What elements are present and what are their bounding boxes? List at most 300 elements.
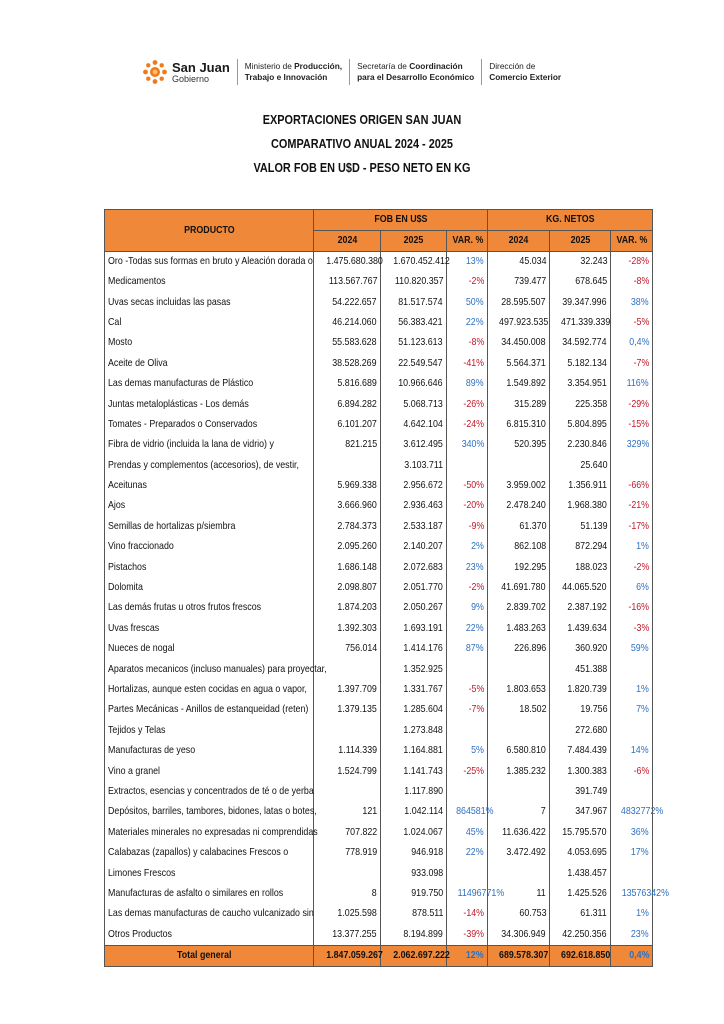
- fob-variation: [447, 863, 488, 883]
- table-row: [105, 292, 653, 312]
- fob-2025: 933.098: [381, 863, 447, 883]
- kg-2024: 226.896: [488, 639, 550, 659]
- fob-variation: -7%: [447, 700, 488, 720]
- col-header-fob-2024: 2024: [314, 231, 381, 252]
- table-row: [105, 884, 653, 904]
- kg-2024: 192.295: [488, 557, 550, 577]
- brand-sub: Gobierno: [172, 73, 210, 84]
- table-row: [105, 639, 653, 659]
- kg-variation: [611, 659, 653, 679]
- kg-2025: 471.339.339: [550, 313, 611, 333]
- fob-variation: 864581%: [447, 802, 488, 822]
- secretariat-line1a: Secretaría de: [357, 61, 410, 71]
- kg-2024: 61.370: [488, 517, 550, 537]
- fob-2024: 1.874.203: [314, 598, 381, 618]
- kg-2025: 692.618.850: [550, 945, 611, 966]
- kg-2025: 1.425.526: [550, 884, 611, 904]
- kg-variation: 59%: [611, 639, 653, 659]
- product-name: Tomates - Preparados o Conservados: [105, 415, 314, 435]
- kg-2025: 15.795.570: [550, 823, 611, 843]
- fob-2024: 2.784.373: [314, 517, 381, 537]
- kg-variation: 14%: [611, 741, 653, 761]
- product-name: Las demas manufacturas de Plástico: [105, 374, 314, 394]
- ministry-line1a: Ministerio de: [244, 61, 295, 71]
- fob-2025: 1.164.881: [381, 741, 447, 761]
- fob-2024: 707.822: [314, 823, 381, 843]
- product-name: Calabazas (zapallos) y calabacines Frescos o: [105, 843, 314, 863]
- brand-text: [172, 61, 230, 84]
- total-row: [105, 945, 653, 966]
- table-row: [105, 272, 653, 292]
- title-line-2: COMPARATIVO ANUAL 2024 - 2025: [271, 136, 453, 151]
- fob-variation: -2%: [447, 578, 488, 598]
- fob-variation: 9%: [447, 598, 488, 618]
- fob-2024: 13.377.255: [314, 925, 381, 946]
- kg-2025: 1.438.457: [550, 863, 611, 883]
- table-row: [105, 782, 653, 802]
- fob-2025: 22.549.547: [381, 354, 447, 374]
- kg-variation: -7%: [611, 354, 653, 374]
- document-header: [142, 56, 561, 88]
- kg-2024: 6.580.810: [488, 741, 550, 761]
- kg-variation: 17%: [611, 843, 653, 863]
- product-name: Vino a granel: [105, 761, 314, 781]
- fob-variation: 5%: [447, 741, 488, 761]
- fob-variation: 89%: [447, 374, 488, 394]
- kg-2025: 225.358: [550, 394, 611, 414]
- product-name: Semillas de hortalizas p/siembra: [105, 517, 314, 537]
- product-name: Hortalizas, aunque esten cocidas en agua o vapor,: [105, 680, 314, 700]
- kg-2024: 2.478.240: [488, 496, 550, 516]
- kg-variation: 36%: [611, 823, 653, 843]
- fob-variation: 50%: [447, 292, 488, 312]
- fob-2025: 81.517.574: [381, 292, 447, 312]
- table-row: [105, 456, 653, 476]
- col-header-kg-var: VAR. %: [611, 231, 653, 252]
- fob-variation: -26%: [447, 394, 488, 414]
- fob-variation: -41%: [447, 354, 488, 374]
- kg-2024: 3.959.002: [488, 476, 550, 496]
- fob-2024: 113.567.767: [314, 272, 381, 292]
- kg-2025: 34.592.774: [550, 333, 611, 353]
- fob-variation: -20%: [447, 496, 488, 516]
- fob-2025: 1.414.176: [381, 639, 447, 659]
- kg-2025: 1.356.911: [550, 476, 611, 496]
- col-header-fob-2025: 2025: [381, 231, 447, 252]
- table-row: [105, 823, 653, 843]
- kg-2024: 520.395: [488, 435, 550, 455]
- table-row: [105, 313, 653, 333]
- kg-variation: 0,4%: [611, 333, 653, 353]
- kg-2024: [488, 863, 550, 883]
- fob-2025: 51.123.613: [381, 333, 447, 353]
- product-name: Depósitos, barriles, tambores, bidones, latas o botes,: [105, 802, 314, 822]
- fob-2025: 3.103.711: [381, 456, 447, 476]
- kg-2024: 11: [488, 884, 550, 904]
- fob-2024: 821.215: [314, 435, 381, 455]
- fob-2024: 54.222.657: [314, 292, 381, 312]
- document-titles: [0, 108, 724, 180]
- kg-2025: 1.820.739: [550, 680, 611, 700]
- table-row: [105, 354, 653, 374]
- fob-2025: 946.918: [381, 843, 447, 863]
- kg-2024: 689.578.307: [488, 945, 550, 966]
- fob-variation: -9%: [447, 517, 488, 537]
- fob-2024: 8: [314, 884, 381, 904]
- kg-2025: 272.680: [550, 721, 611, 741]
- fob-variation: 13%: [447, 252, 488, 273]
- product-name: Total general: [105, 945, 314, 966]
- kg-2025: 44.065.520: [550, 578, 611, 598]
- table-row: [105, 415, 653, 435]
- product-name: Uvas secas incluidas las pasas: [105, 292, 314, 312]
- product-name: Prendas y complementos (accesorios), de vestir,: [105, 456, 314, 476]
- fob-2024: 46.214.060: [314, 313, 381, 333]
- kg-2025: 2.387.192: [550, 598, 611, 618]
- kg-2024: 1.483.263: [488, 619, 550, 639]
- fob-2024: 1.114.339: [314, 741, 381, 761]
- fob-variation: 22%: [447, 313, 488, 333]
- fob-2024: 1.025.598: [314, 904, 381, 924]
- fob-2025: 2.956.672: [381, 476, 447, 496]
- fob-variation: 23%: [447, 557, 488, 577]
- kg-2025: 2.230.846: [550, 435, 611, 455]
- fob-variation: -14%: [447, 904, 488, 924]
- fob-2025: 1.042.114: [381, 802, 447, 822]
- kg-2024: 7: [488, 802, 550, 822]
- fob-2025: 8.194.899: [381, 925, 447, 946]
- kg-2024: 3.472.492: [488, 843, 550, 863]
- fob-variation: [447, 659, 488, 679]
- kg-2024: [488, 659, 550, 679]
- kg-2024: 862.108: [488, 537, 550, 557]
- product-name: Aparatos mecanicos (incluso manuales) para proyectar,: [105, 659, 314, 679]
- kg-variation: -28%: [611, 252, 653, 273]
- product-name: Manufacturas de yeso: [105, 741, 314, 761]
- table-row: [105, 863, 653, 883]
- kg-2024: 1.803.653: [488, 680, 550, 700]
- kg-2025: 451.388: [550, 659, 611, 679]
- table-row: [105, 435, 653, 455]
- product-name: Vino fraccionado: [105, 537, 314, 557]
- table-row: [105, 394, 653, 414]
- fob-2025: 4.642.104: [381, 415, 447, 435]
- product-name: Ajos: [105, 496, 314, 516]
- san-juan-logo: [142, 59, 230, 85]
- product-name: Manufacturas de asfalto o similares en rollos: [105, 884, 314, 904]
- header-divider: [481, 59, 482, 85]
- fob-2024: 121: [314, 802, 381, 822]
- product-name: Aceite de Oliva: [105, 354, 314, 374]
- fob-2024: 756.014: [314, 639, 381, 659]
- fob-2025: 1.670.452.412: [381, 252, 447, 273]
- product-name: Juntas metaloplásticas - Los demás: [105, 394, 314, 414]
- kg-2024: 41.691.780: [488, 578, 550, 598]
- col-header-producto: PRODUCTO: [105, 210, 314, 252]
- table-row: [105, 700, 653, 720]
- kg-variation: 329%: [611, 435, 653, 455]
- table-row: [105, 252, 653, 273]
- kg-2025: 1.439.634: [550, 619, 611, 639]
- fob-variation: -25%: [447, 761, 488, 781]
- fob-variation: 11496771%: [447, 884, 488, 904]
- fob-2025: 1.273.848: [381, 721, 447, 741]
- fob-2025: 1.352.925: [381, 659, 447, 679]
- secretariat-line2: para el Desarrollo Económico: [357, 72, 475, 82]
- product-name: Mosto: [105, 333, 314, 353]
- kg-2025: 19.756: [550, 700, 611, 720]
- product-name: Medicamentos: [105, 272, 314, 292]
- fob-2025: 1.117.890: [381, 782, 447, 802]
- kg-2024: 34.306.949: [488, 925, 550, 946]
- kg-variation: 1%: [611, 904, 653, 924]
- col-header-fob-var: VAR. %: [447, 231, 488, 252]
- fob-2024: 5.816.689: [314, 374, 381, 394]
- product-name: Uvas frescas: [105, 619, 314, 639]
- kg-variation: 4832772%: [611, 802, 653, 822]
- fob-variation: -2%: [447, 272, 488, 292]
- fob-2024: 55.583.628: [314, 333, 381, 353]
- fob-2024: 1.379.135: [314, 700, 381, 720]
- fob-2024: 5.969.338: [314, 476, 381, 496]
- kg-variation: [611, 863, 653, 883]
- fob-2024: 2.095.260: [314, 537, 381, 557]
- kg-variation: 116%: [611, 374, 653, 394]
- kg-variation: -6%: [611, 761, 653, 781]
- table-row: [105, 721, 653, 741]
- kg-variation: 7%: [611, 700, 653, 720]
- table-row: [105, 761, 653, 781]
- product-name: Fibra de vidrio (incluida la lana de vidrio) y: [105, 435, 314, 455]
- fob-2025: 2.936.463: [381, 496, 447, 516]
- kg-2025: 61.311: [550, 904, 611, 924]
- kg-variation: 0,4%: [611, 945, 653, 966]
- table-row: [105, 843, 653, 863]
- fob-2024: [314, 782, 381, 802]
- table-row: [105, 802, 653, 822]
- kg-variation: [611, 456, 653, 476]
- fob-2024: 778.919: [314, 843, 381, 863]
- kg-2024: 6.815.310: [488, 415, 550, 435]
- fob-2024: 3.666.960: [314, 496, 381, 516]
- fob-2024: 6.101.207: [314, 415, 381, 435]
- kg-variation: -17%: [611, 517, 653, 537]
- fob-variation: [447, 721, 488, 741]
- kg-2025: 7.484.439: [550, 741, 611, 761]
- fob-2025: 919.750: [381, 884, 447, 904]
- product-name: Nueces de nogal: [105, 639, 314, 659]
- kg-variation: -29%: [611, 394, 653, 414]
- header-divider: [349, 59, 350, 85]
- col-header-fob: FOB EN U$S: [314, 210, 488, 231]
- kg-2024: 497.923.535: [488, 313, 550, 333]
- fob-2025: 1.693.191: [381, 619, 447, 639]
- kg-variation: -66%: [611, 476, 653, 496]
- product-name: Materiales minerales no expresadas ni comprendidas: [105, 823, 314, 843]
- kg-variation: 13576342%: [611, 884, 653, 904]
- table-row: [105, 374, 653, 394]
- kg-2024: 34.450.008: [488, 333, 550, 353]
- kg-variation: 6%: [611, 578, 653, 598]
- kg-variation: 23%: [611, 925, 653, 946]
- fob-variation: 340%: [447, 435, 488, 455]
- fob-2025: 2.062.697.222: [381, 945, 447, 966]
- kg-variation: -2%: [611, 557, 653, 577]
- product-name: Otros Productos: [105, 925, 314, 946]
- direction-name: [489, 61, 561, 83]
- table-row: [105, 741, 653, 761]
- col-header-kg-2024: 2024: [488, 231, 550, 252]
- title-line-1: EXPORTACIONES ORIGEN SAN JUAN: [262, 112, 462, 127]
- table-body: [105, 252, 669, 967]
- fob-2024: 1.686.148: [314, 557, 381, 577]
- kg-2025: 4.053.695: [550, 843, 611, 863]
- fob-variation: -5%: [447, 680, 488, 700]
- fob-variation: [447, 782, 488, 802]
- kg-variation: -8%: [611, 272, 653, 292]
- brand-name: San Juan: [172, 59, 230, 75]
- kg-2025: 39.347.996: [550, 292, 611, 312]
- fob-variation: 22%: [447, 619, 488, 639]
- product-name: Las demas manufacturas de caucho vulcanizado sin: [105, 904, 314, 924]
- product-name: Cal: [105, 313, 314, 333]
- title-line-3: VALOR FOB EN U$D - PESO NETO EN KG: [253, 160, 471, 175]
- product-name: Las demás frutas u otros frutos frescos: [105, 598, 314, 618]
- kg-variation: -5%: [611, 313, 653, 333]
- fob-variation: 12%: [447, 945, 488, 966]
- col-header-kg-2025: 2025: [550, 231, 611, 252]
- product-name: Dolomita: [105, 578, 314, 598]
- kg-2024: 315.289: [488, 394, 550, 414]
- table-row: [105, 925, 653, 946]
- fob-2024: 1.475.680.380: [314, 252, 381, 273]
- secretariat-name: [357, 61, 474, 83]
- secretariat-line1b: Coordinación: [409, 61, 463, 71]
- product-name: Limones Frescos: [105, 863, 314, 883]
- table-row: [105, 659, 653, 679]
- kg-variation: [611, 782, 653, 802]
- product-name: Tejidos y Telas: [105, 721, 314, 741]
- fob-2025: 2.072.683: [381, 557, 447, 577]
- fob-2025: 878.511: [381, 904, 447, 924]
- kg-2025: 1.968.380: [550, 496, 611, 516]
- fob-2025: 2.050.267: [381, 598, 447, 618]
- kg-2025: 25.640: [550, 456, 611, 476]
- kg-variation: [611, 721, 653, 741]
- kg-2025: 1.300.383: [550, 761, 611, 781]
- table-row: [105, 496, 653, 516]
- kg-2025: 188.023: [550, 557, 611, 577]
- kg-2024: [488, 721, 550, 741]
- kg-2024: [488, 782, 550, 802]
- kg-2024: 739.477: [488, 272, 550, 292]
- direction-line2: Comercio Exterior: [489, 72, 562, 82]
- fob-2025: 2.533.187: [381, 517, 447, 537]
- table-row: [105, 619, 653, 639]
- kg-variation: -21%: [611, 496, 653, 516]
- fob-2024: 38.528.269: [314, 354, 381, 374]
- kg-2025: 3.354.951: [550, 374, 611, 394]
- product-name: Pistachos: [105, 557, 314, 577]
- fob-variation: 22%: [447, 843, 488, 863]
- kg-variation: -16%: [611, 598, 653, 618]
- fob-variation: -50%: [447, 476, 488, 496]
- fob-2024: 1.847.059.267: [314, 945, 381, 966]
- fob-2024: 6.894.282: [314, 394, 381, 414]
- kg-2024: 2.839.702: [488, 598, 550, 618]
- table-row: [105, 904, 653, 924]
- direction-line1: Dirección de: [489, 61, 536, 71]
- kg-2025: 5.182.134: [550, 354, 611, 374]
- kg-2024: 45.034: [488, 252, 550, 273]
- fob-2025: 2.051.770: [381, 578, 447, 598]
- fob-2024: 1.397.709: [314, 680, 381, 700]
- kg-2024: [488, 456, 550, 476]
- sun-icon: [142, 59, 168, 85]
- fob-2024: 2.098.807: [314, 578, 381, 598]
- fob-2025: 1.141.743: [381, 761, 447, 781]
- fob-2025: 110.820.357: [381, 272, 447, 292]
- fob-variation: 45%: [447, 823, 488, 843]
- col-header-kg: KG. NETOS: [488, 210, 653, 231]
- fob-2024: [314, 456, 381, 476]
- ministry-name: [245, 61, 342, 83]
- kg-2025: 42.250.356: [550, 925, 611, 946]
- table-row: [105, 476, 653, 496]
- kg-2025: 347.967: [550, 802, 611, 822]
- kg-2025: 678.645: [550, 272, 611, 292]
- fob-2024: [314, 721, 381, 741]
- product-name: Partes Mecánicas - Anillos de estanqueidad (reten): [105, 700, 314, 720]
- fob-variation: 2%: [447, 537, 488, 557]
- kg-2024: 1.549.892: [488, 374, 550, 394]
- kg-2025: 872.294: [550, 537, 611, 557]
- fob-variation: [447, 456, 488, 476]
- kg-variation: -3%: [611, 619, 653, 639]
- fob-2024: [314, 863, 381, 883]
- kg-variation: 1%: [611, 680, 653, 700]
- fob-2025: 5.068.713: [381, 394, 447, 414]
- kg-2025: 51.139: [550, 517, 611, 537]
- kg-variation: 1%: [611, 537, 653, 557]
- fob-2025: 56.383.421: [381, 313, 447, 333]
- kg-2025: 360.920: [550, 639, 611, 659]
- kg-2024: 18.502: [488, 700, 550, 720]
- kg-variation: 38%: [611, 292, 653, 312]
- table-row: [105, 578, 653, 598]
- kg-2024: 1.385.232: [488, 761, 550, 781]
- product-name: Oro -Todas sus formas en bruto y Aleación dorada o: [105, 252, 314, 273]
- table-row: [105, 557, 653, 577]
- table-row: [105, 680, 653, 700]
- exports-table: [104, 209, 669, 967]
- fob-variation: 87%: [447, 639, 488, 659]
- fob-2025: 1.285.604: [381, 700, 447, 720]
- fob-2025: 1.331.767: [381, 680, 447, 700]
- fob-2024: 1.524.799: [314, 761, 381, 781]
- ministry-line1b: Producción,: [294, 61, 343, 71]
- table-row: [105, 598, 653, 618]
- table-row: [105, 517, 653, 537]
- kg-2025: 32.243: [550, 252, 611, 273]
- product-name: Aceitunas: [105, 476, 314, 496]
- fob-2025: 10.966.646: [381, 374, 447, 394]
- table-row: [105, 537, 653, 557]
- kg-2025: 391.749: [550, 782, 611, 802]
- table-row: [105, 333, 653, 353]
- kg-2025: 5.804.895: [550, 415, 611, 435]
- product-name: Extractos, esencias y concentrados de té o de yerba: [105, 782, 314, 802]
